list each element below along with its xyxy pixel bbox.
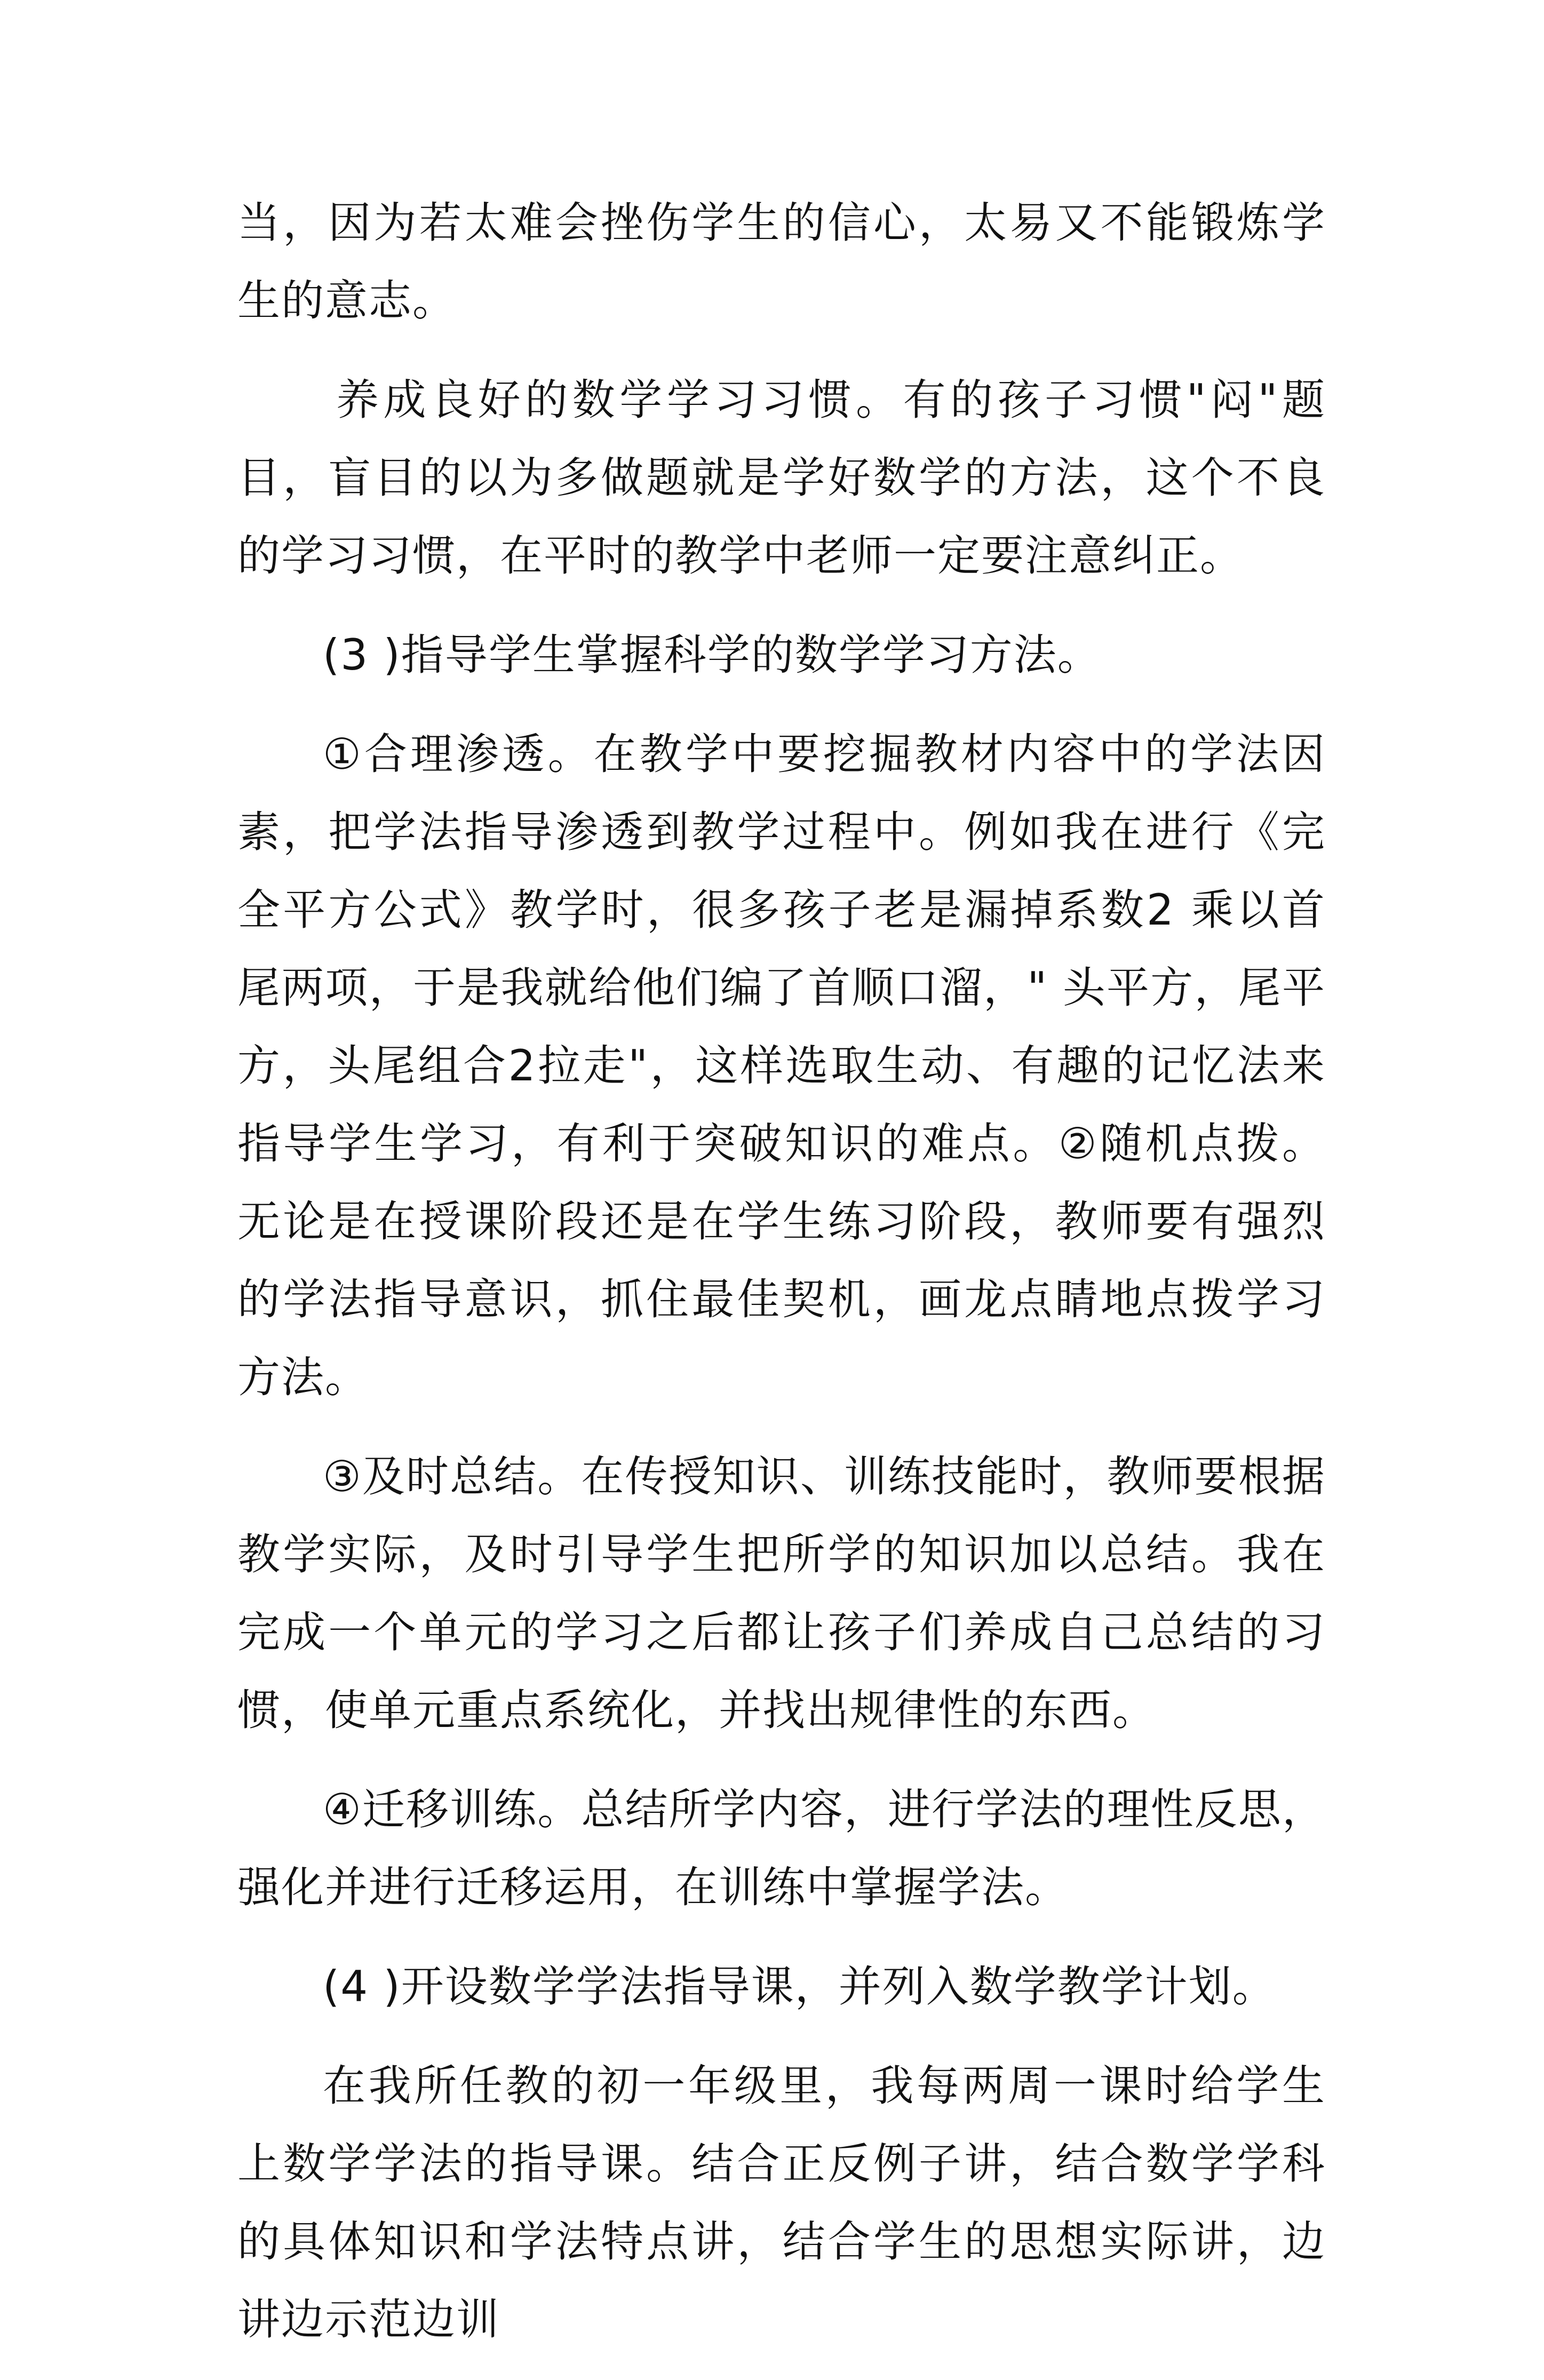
paragraph-6: ④迁移训练。总结所学内容，进行学法的理性反思，强化并进行迁移运用，在训练中掌握学法。 [237,1785,1326,1912]
paragraph-5: ③及时总结。在传授知识、训练技能时，教师要根据教学实际，及时引导学生把所学的知识加以总结。我在完成一个单元的学习之后都让孩子们养成自己总结的习惯，使单元重点系统化，并找出规律性的东西。 [237,1452,1326,1735]
paragraph-2: 养成良好的数学学习习惯。有的孩子习惯"闷"题目，盲目的以为多做题就是学好数学的方法，这个不良的学习习惯，在平时的教学中老师一定要注意纠正。 [237,375,1326,580]
document-body [237,184,1326,2380]
paragraph-3: (3 )指导学生掌握科学的数学学习方法。 [323,630,1101,680]
paragraph-7: (4 )开设数学学法指导课，并列入数学教学计划。 [323,1962,1276,2011]
paragraph-1: 当，因为若太难会挫伤学生的信心，太易又不能锻炼学生的意志。 [237,198,1326,325]
paragraph-4: ①合理渗透。在教学中要挖掘教材内容中的学法因素，把学法指导渗透到教学过程中。例如我在进行《完全平方公式》教学时，很多孩子老是漏掉系数2 乘以首尾两项，于是我就给他们编了首顺口溜，" 头平方，尾平方，头尾组合2拉走"，这样选取生动、有趣的记忆法来指导学生学习，有利于突破知识的难点。②随机点拨。无论是在授课阶段还是在学生练习阶段，教师要有强烈的学法指导意识，抓住最佳契机，画龙点睛地点拨学习方法。 [237,729,1326,1402]
paragraph-8: 在我所任教的初一年级里，我每两周一课时给学生上数学学法的指导课。结合正反例子讲，结合数学学科的具体知识和学法特点讲，结合学生的思想实际讲，边讲边示范边训 [237,2061,1326,2344]
